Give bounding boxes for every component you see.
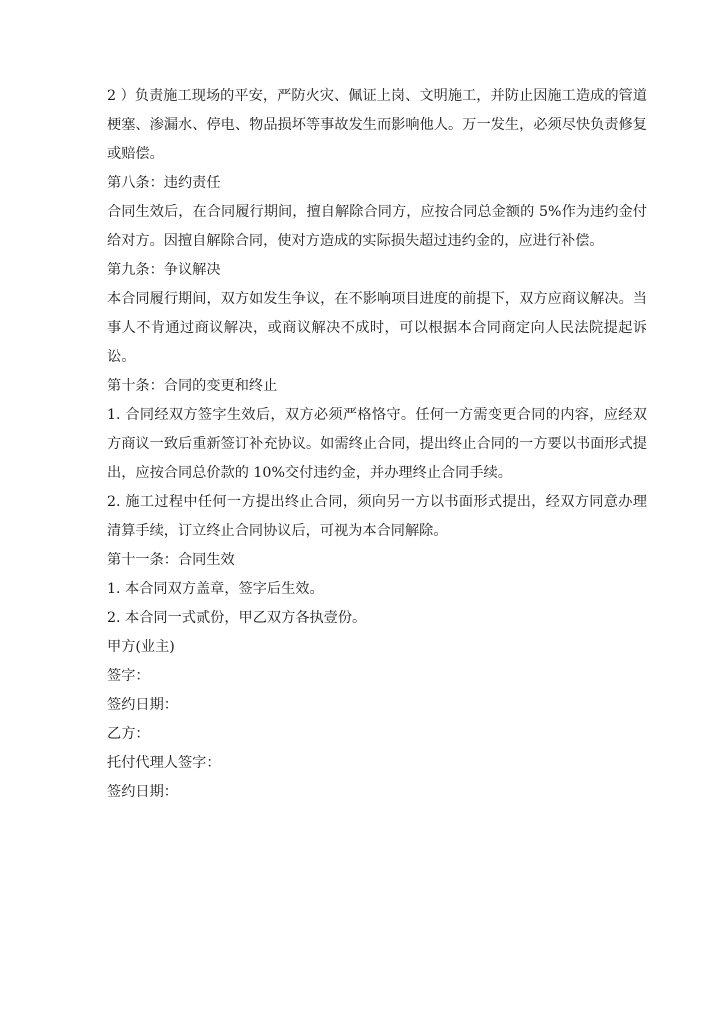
article-10-item-1: 1. 合同经双方签字生效后，双方必须严格恪守。任何一方需变更合同的内容，应经双方商议一致后重新签订补充协议。如需终止合同，提出终止合同的一方要以书面形式提出，应按合同总价款的 10%交付违约金，并办理终止合同手续。	[107, 407, 647, 481]
article-11-item-1: 1. 本合同双方盖章，签字后生效。	[107, 581, 324, 597]
article-9-heading: 第九条：争议解决	[107, 262, 221, 278]
article-11-heading: 第十一条：合同生效	[107, 552, 235, 568]
article-10-heading: 第十条：合同的变更和终止	[107, 378, 278, 394]
party-a-signature-line: 签字：	[107, 668, 150, 684]
party-b-agent-signature-line: 托付代理人签字：	[107, 755, 221, 771]
document-body	[107, 82, 647, 807]
article-8-heading: 第八条：违约责任	[107, 175, 221, 191]
party-a-date-line: 签约日期：	[107, 697, 178, 713]
article-8-body: 合同生效后，在合同履行期间，擅自解除合同方，应按合同总金额的 5%作为违约金付给对方。因擅自解除合同，使对方造成的实际损失超过违约金的，应进行补偿。	[107, 204, 647, 249]
article-9-body: 本合同履行期间，双方如发生争议，在不影响项目进度的前提下，双方应商议解决。当事人不肯通过商议解决，或商议解决不成时，可以根据本合同商定向人民法院提起诉讼。	[107, 291, 647, 365]
article-10-item-2: 2. 施工过程中任何一方提出终止合同，须向另一方以书面形式提出，经双方同意办理清算手续，订立终止合同协议后，可视为本合同解除。	[107, 494, 647, 539]
clause-2-safety-paragraph: 2 ）负责施工现场的平安，严防火灾、佩证上岗、文明施工，并防止因施工造成的管道梗塞、渗漏水、停电、物品损坏等事故发生而影响他人。万一发生，必须尽快负责修复或赔偿。	[107, 88, 647, 162]
party-b-date-line: 签约日期：	[107, 784, 178, 800]
party-a-label: 甲方(业主)	[107, 639, 175, 655]
party-b-label: 乙方：	[107, 726, 150, 742]
article-11-item-2: 2. 本合同一式贰份，甲乙双方各执壹份。	[107, 610, 367, 626]
